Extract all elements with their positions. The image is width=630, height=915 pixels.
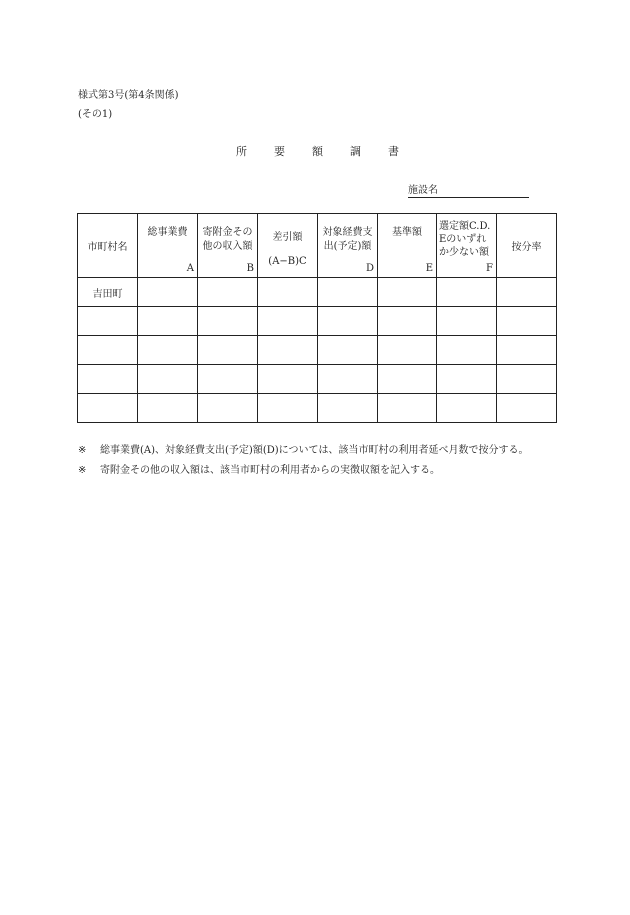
table-cell[interactable] [378, 365, 437, 394]
note-mark: ※ [78, 445, 87, 456]
col-letter: E [425, 263, 433, 274]
title-char: 要 [274, 145, 285, 158]
table-cell[interactable] [198, 307, 258, 336]
col-standard-amount [378, 214, 437, 278]
note-item [78, 441, 528, 461]
table-cell[interactable] [378, 394, 437, 423]
title-char: 書 [388, 145, 399, 158]
col-label-line: 選定額C.D. [439, 221, 491, 232]
table-row [78, 278, 557, 307]
col-donations [198, 214, 258, 278]
title-char: 額 [312, 145, 323, 158]
table-cell[interactable] [258, 278, 318, 307]
table-cell[interactable] [258, 394, 318, 423]
table-cell[interactable] [497, 307, 557, 336]
document-title [236, 143, 426, 159]
table-cell[interactable] [437, 365, 497, 394]
col-label: 総事業費 [147, 227, 188, 238]
note-item [78, 461, 528, 481]
col-label-line: か少ない額 [439, 247, 489, 258]
table-cell[interactable] [138, 336, 198, 365]
table-cell[interactable]: 吉田町 [78, 278, 138, 307]
table-cell[interactable] [198, 278, 258, 307]
col-label-line: 出(予定)額 [323, 241, 372, 252]
col-letter: D [365, 263, 374, 274]
table-cell[interactable] [318, 307, 378, 336]
note-text: 寄附金その他の収入額は、該当市町村の利用者からの実徴収額を記入する。 [100, 465, 440, 476]
header-row [78, 214, 557, 278]
table-cell[interactable] [78, 336, 138, 365]
table-row [78, 365, 557, 394]
table-cell[interactable] [258, 336, 318, 365]
table-cell[interactable] [437, 336, 497, 365]
col-label-line: 差引額 [272, 232, 303, 243]
table-cell[interactable] [138, 394, 198, 423]
table-cell[interactable] [378, 307, 437, 336]
table-cell[interactable] [78, 365, 138, 394]
table-row [78, 394, 557, 423]
facility-label: 施設名 [408, 185, 438, 196]
col-eligible-expense [318, 214, 378, 278]
table-cell[interactable] [318, 365, 378, 394]
col-letter: F [486, 263, 493, 274]
col-selected-amount [437, 214, 497, 278]
table-cell[interactable] [378, 336, 437, 365]
title-char: 調 [350, 145, 361, 158]
col-letter: B [246, 263, 254, 274]
table-cell[interactable] [198, 336, 258, 365]
table-cell[interactable] [437, 278, 497, 307]
table-cell[interactable] [258, 307, 318, 336]
note-mark: ※ [78, 465, 87, 476]
table-cell[interactable] [497, 336, 557, 365]
col-label: 按分率 [511, 242, 542, 253]
table-cell[interactable] [318, 336, 378, 365]
table-cell[interactable] [437, 307, 497, 336]
notes [78, 441, 528, 481]
table-cell[interactable] [378, 278, 437, 307]
col-label: 基準額 [392, 227, 422, 238]
col-difference [258, 214, 318, 278]
col-label-line: Eのいずれ [439, 234, 487, 245]
col-letter: A [186, 263, 194, 274]
facility-name-field[interactable] [408, 181, 529, 198]
title-char: 所 [236, 145, 247, 158]
col-label-line: (A−B)C [268, 256, 307, 267]
table-cell[interactable] [198, 394, 258, 423]
table-cell[interactable] [497, 365, 557, 394]
note-text: 総事業費(A)、対象経費支出(予定)額(D)については、該当市町村の利用者延べ月数で按分する。 [100, 445, 529, 456]
table-cell[interactable] [138, 307, 198, 336]
sub-number: (その1) [78, 109, 113, 120]
table-cell[interactable] [318, 394, 378, 423]
col-total-cost [138, 214, 198, 278]
col-municipality [78, 214, 138, 278]
table-cell[interactable] [138, 278, 198, 307]
table-cell[interactable] [78, 307, 138, 336]
table-cell[interactable] [258, 365, 318, 394]
table-cell[interactable] [497, 394, 557, 423]
table-cell[interactable] [318, 278, 378, 307]
col-label: 市町村名 [87, 242, 128, 253]
form-number: 様式第3号(第4条関係) [78, 90, 179, 101]
table-row [78, 307, 557, 336]
col-label-line: 対象経費支 [322, 227, 373, 238]
table-cell[interactable] [198, 365, 258, 394]
table-cell[interactable] [138, 365, 198, 394]
table-cell[interactable] [437, 394, 497, 423]
table-row [78, 336, 557, 365]
budget-table [77, 213, 557, 423]
table-cell[interactable] [497, 278, 557, 307]
table-cell[interactable] [78, 394, 138, 423]
col-label-line: 他の収入額 [202, 241, 253, 252]
col-label-line: 寄附金その [202, 227, 253, 238]
col-allocation-rate [497, 214, 557, 278]
